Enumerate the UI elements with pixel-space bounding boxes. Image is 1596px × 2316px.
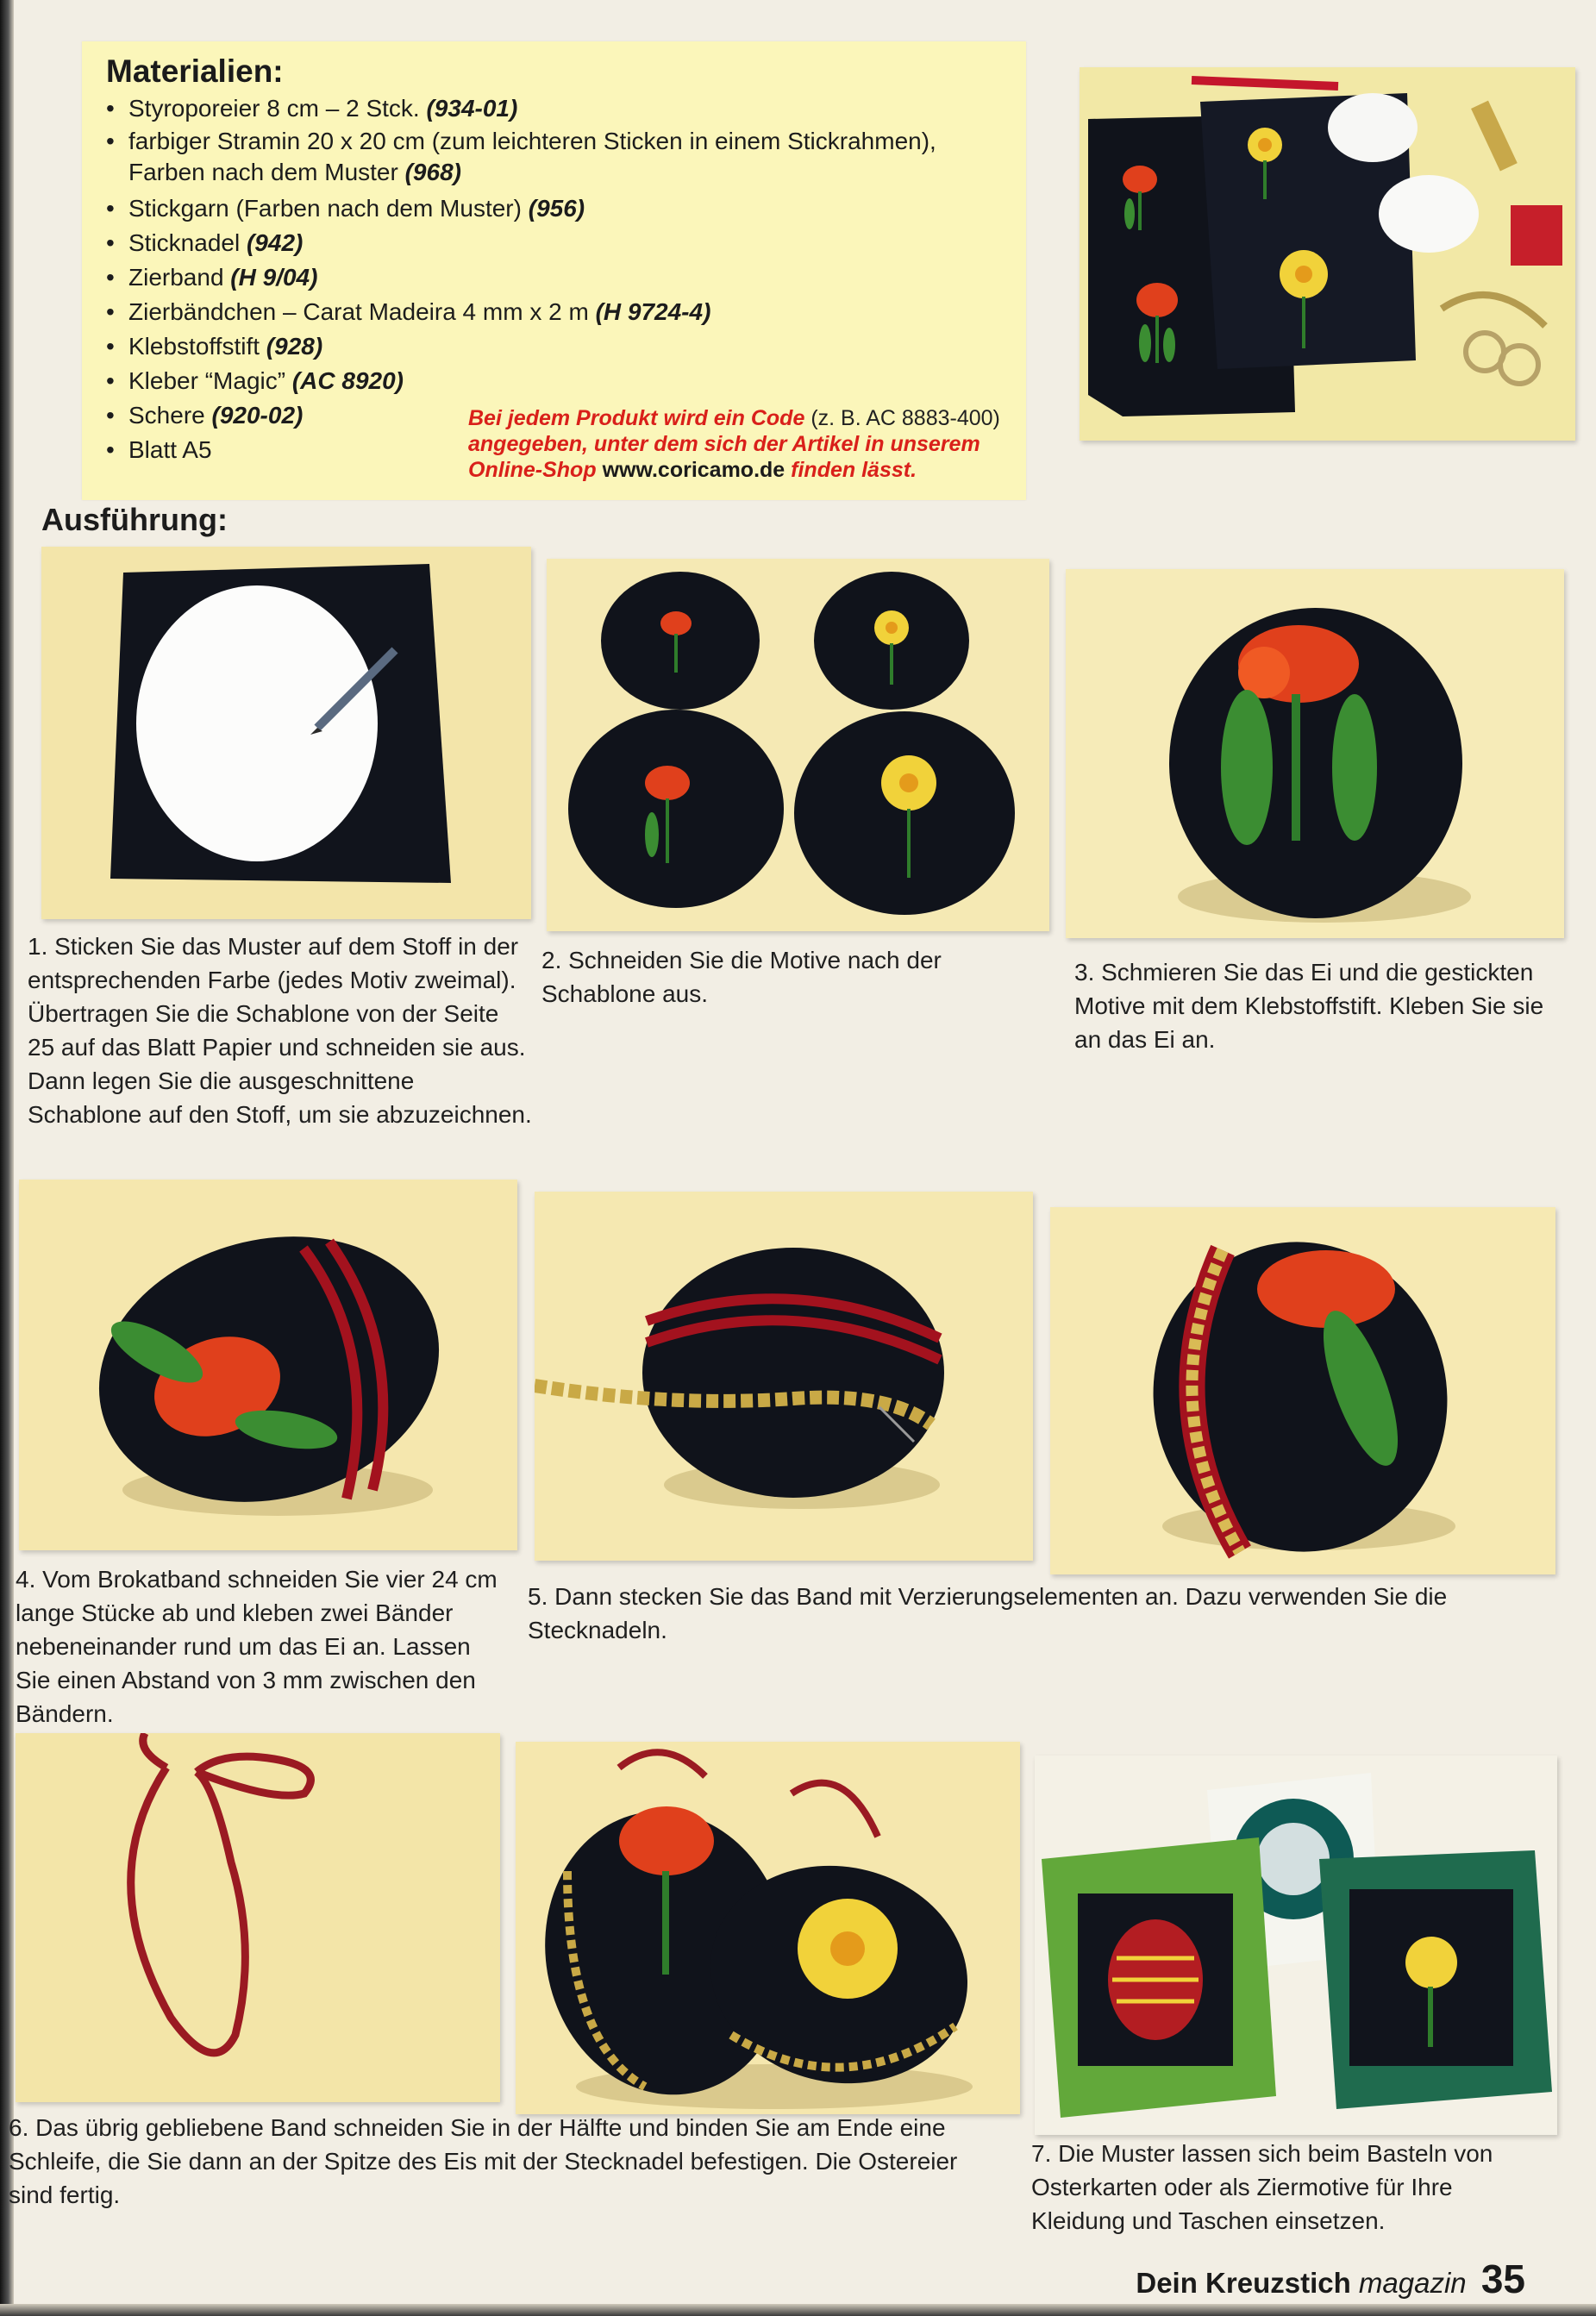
step-6-photo (1050, 1207, 1555, 1574)
materials-photo (1080, 67, 1575, 441)
step-4-photo (19, 1180, 517, 1550)
step-6-caption: 6. Das übrig gebliebene Band schneiden Sie in der Hälfte und binden Sie am Ende eine Schleife, die Sie dann an der Spitze des Eis mit der Stecknadel befestigen. Die Ostereier sind fertig. (9, 2114, 958, 2208)
material-item: • Klebstoffstift (928) (106, 329, 1000, 364)
material-item: • Schere (920-02) (106, 398, 1000, 433)
material-item: • Stickgarn (Farben nach dem Muster) (956) (106, 191, 1000, 226)
page-footer (1136, 2256, 1525, 2302)
step-2-caption: 2. Schneiden Sie die Motive nach der Schablone aus. (541, 947, 942, 1007)
step-7b-photo (516, 1742, 1020, 2114)
step-7-caption: 7. Die Muster lassen sich beim Basteln von Osterkarten oder als Ziermotive für Ihre Kleidung und Taschen einsetzen. (1031, 2140, 1493, 2234)
step-3-caption: 3. Schmieren Sie das Ei und die gestickten Motive mit dem Klebstoffstift. Kleben Sie sie an das Ei an. (1074, 959, 1544, 1053)
step-2-photo (547, 559, 1049, 931)
step-1-photo (41, 547, 531, 919)
page-bottom-edge (0, 2304, 1596, 2316)
step-1-caption: 1. Sticken Sie das Muster auf dem Stoff in der entsprechenden Farbe (jedes Motiv zweimal). Übertragen Sie die Schablone von der Seite 25 auf das Blatt Papier und schneiden sie aus. Dann legen Sie die ausgeschnittene Schablone auf den Stoff, um sie abzuzeichnen. (28, 933, 532, 1128)
shop-url[interactable]: www.coricamo.de (602, 458, 785, 482)
step-7a-photo (16, 1733, 500, 2102)
material-item: • Sticknadel (942) (106, 226, 1000, 260)
step-4-caption: 4. Vom Brokatband schneiden Sie vier 24 cm lange Stücke ab und kleben zwei Bänder nebeneinander rund um das Ei an. Lassen Sie einen Abstand von 3 mm zwischen den Bändern. (16, 1566, 498, 1727)
step-5-photo (535, 1192, 1033, 1561)
footer-brand: Dein Kreuzstich (1136, 2267, 1351, 2299)
material-item: • Zierband (H 9/04) (106, 260, 1000, 295)
section-title: Ausführung: (41, 502, 228, 537)
materials-title: Materialien: (106, 53, 284, 89)
step-5-caption: 5. Dann stecken Sie das Band mit Verzierungselementen an. Dazu verwenden Sie die Stecknadeln. (528, 1583, 1448, 1643)
material-item: • Styroporeier 8 cm – 2 Stck. (934-01) (106, 91, 1000, 126)
footer-magazine: magazin (1358, 2267, 1467, 2299)
step-3-photo (1066, 569, 1564, 938)
material-item: • Zierbändchen – Carat Madeira 4 mm x 2 m (H 9724-4) (106, 295, 1000, 329)
materials-box (82, 41, 1026, 500)
material-item: • Blatt A5 (106, 433, 1000, 467)
material-item: • Kleber “Magic” (AC 8920) (106, 364, 1000, 398)
material-item: • farbiger Stramin 20 x 20 cm (zum leichteren Sticken in einem Stickrahmen), Farben nach dem Muster (968) (106, 126, 1000, 188)
page-number: 35 (1480, 2257, 1525, 2301)
step-7c-photo (1035, 1756, 1557, 2135)
page-spine-shadow (0, 0, 14, 2316)
product-code-note: Bei jedem Produkt wird ein Code (z. B. AC 8883-400) angegeben, unter dem sich der Artikel in unserem Online-Shop www.coricamo.de finden lässt. (468, 406, 1000, 482)
